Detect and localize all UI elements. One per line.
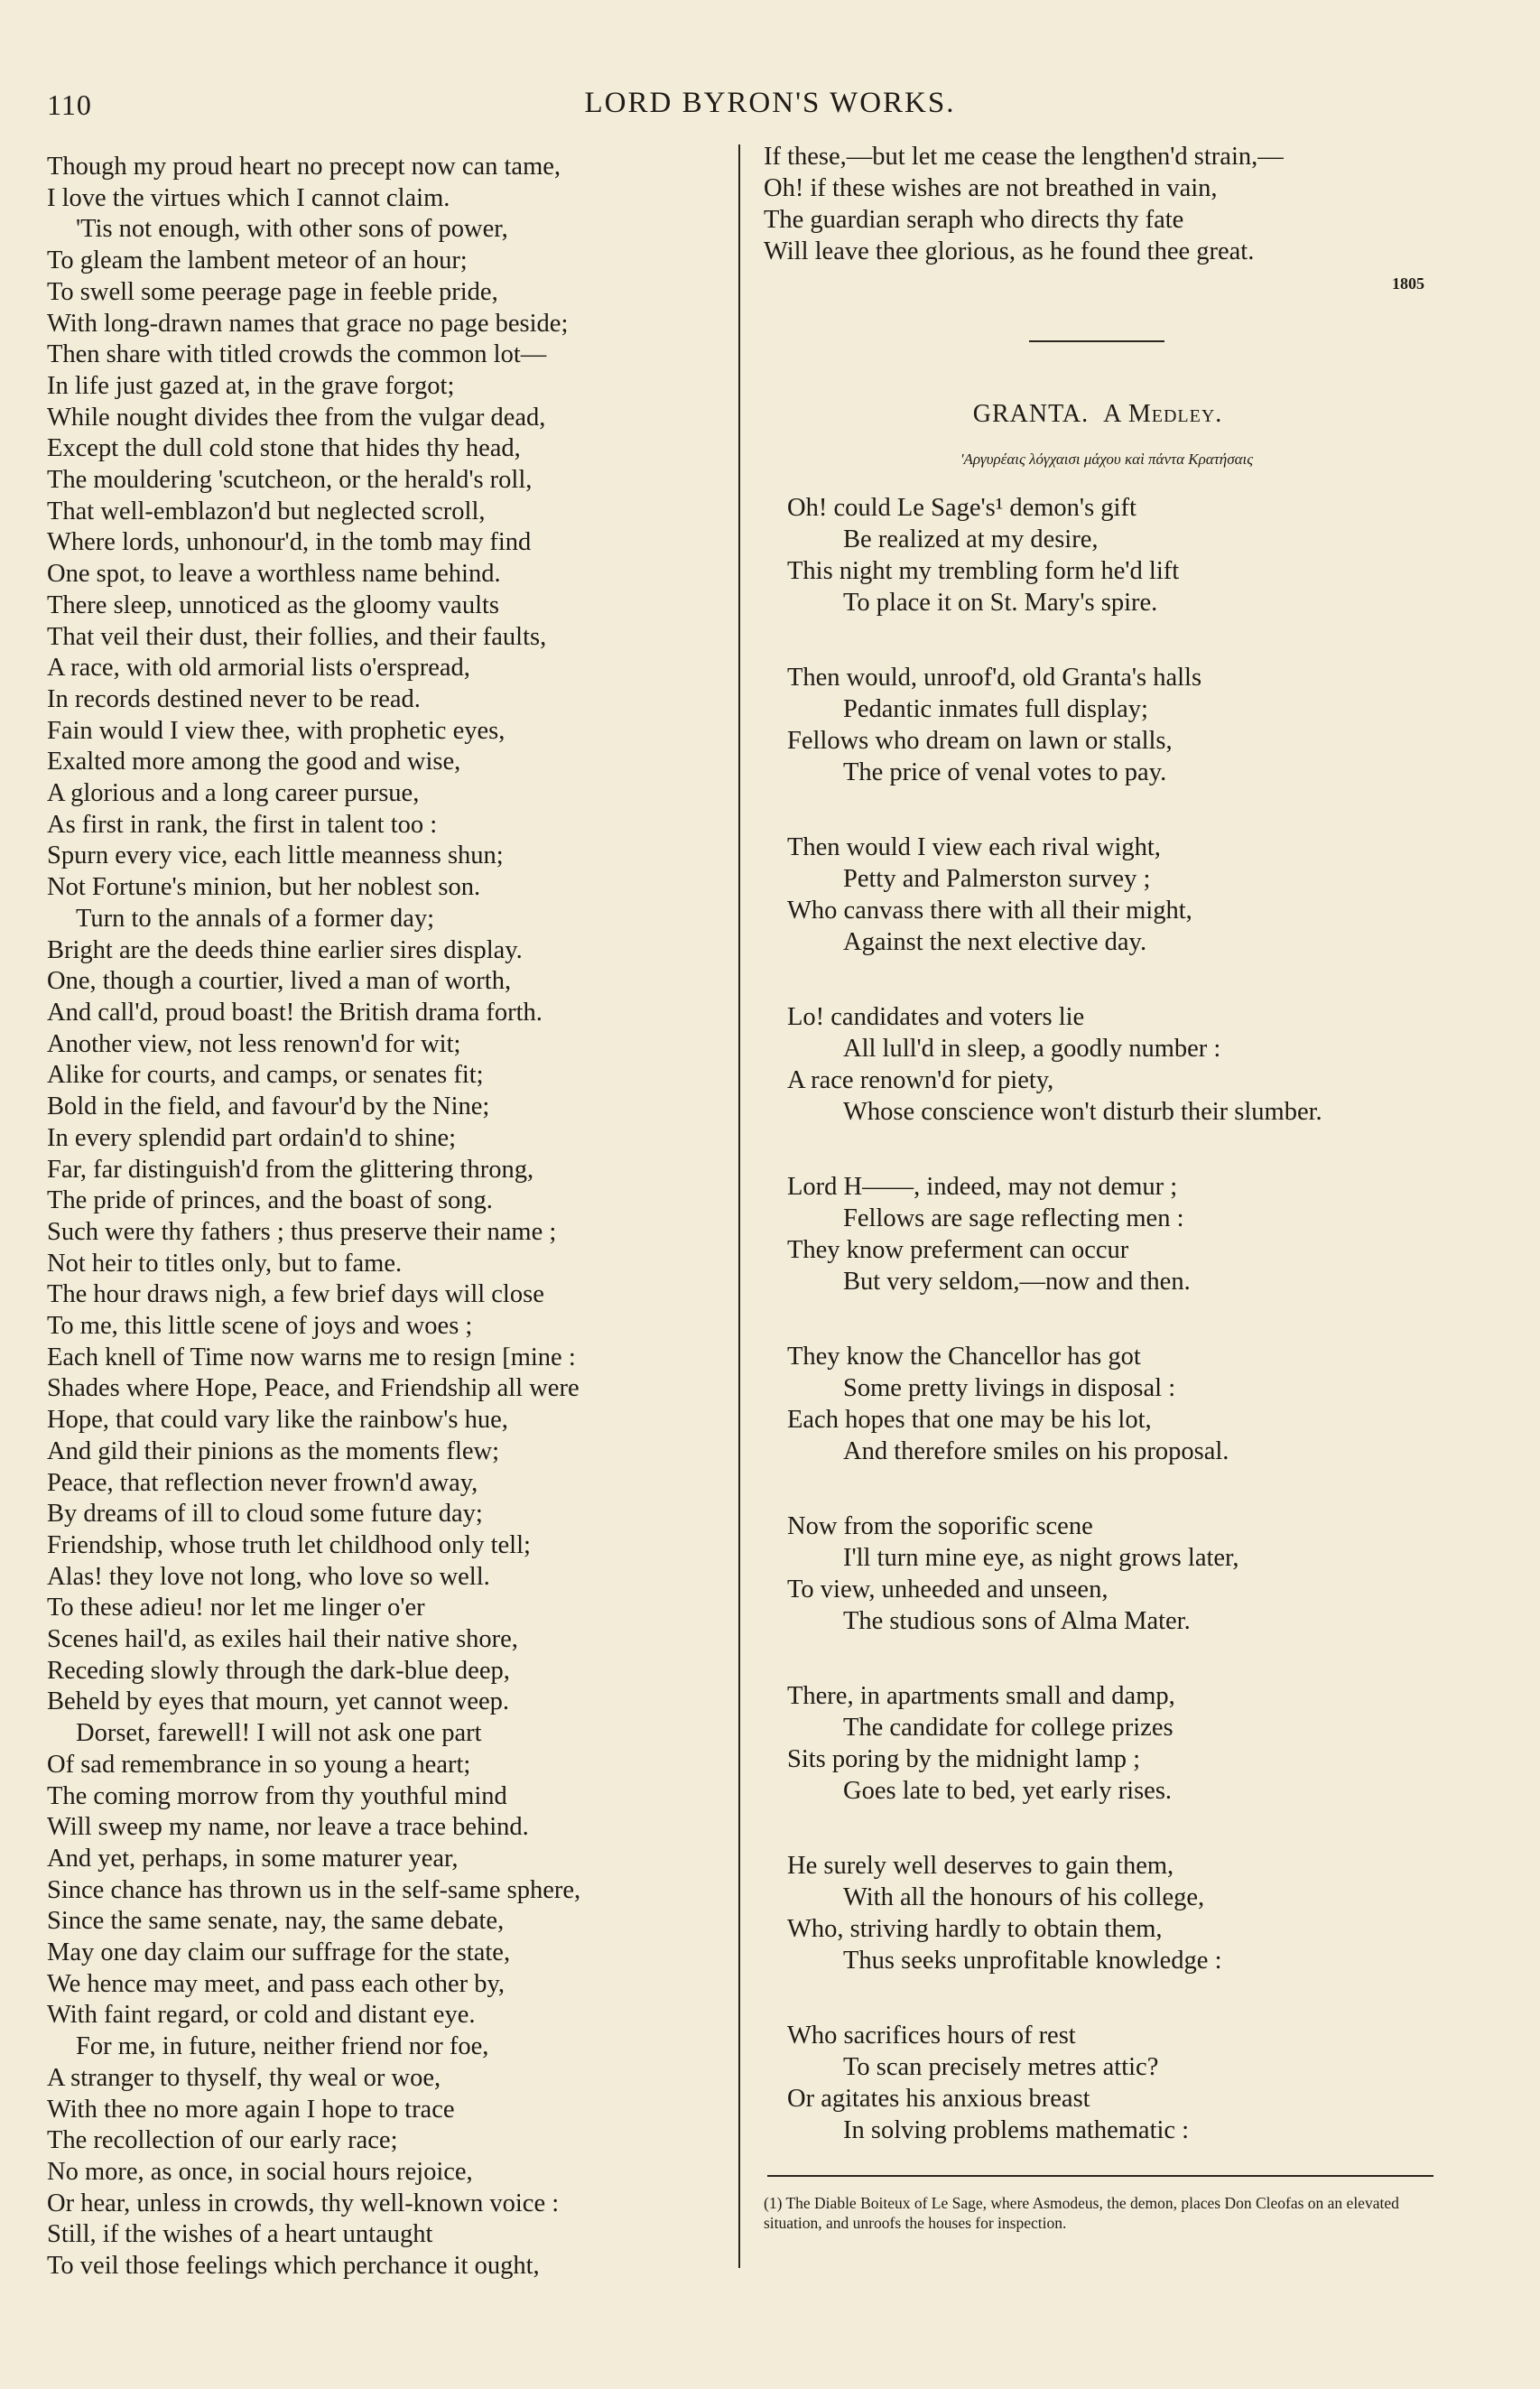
verse-line: One, though a courtier, lived a man of worth, (47, 967, 512, 996)
verse-line: Will sweep my name, nor leave a trace behind. (47, 1813, 529, 1842)
verse-line: Each hopes that one may be his lot, (787, 1406, 1152, 1434)
verse-line: While nought divides thee from the vulgar dead, (47, 403, 546, 432)
verse-line: Some pretty livings in disposal : (843, 1374, 1176, 1402)
verse-line: Against the next elective day. (843, 928, 1147, 956)
verse-line: Who, striving hardly to obtain them, (787, 1915, 1163, 1943)
verse-line: Thus seeks unprofitable knowledge : (843, 1947, 1222, 1975)
previous-poem-ending (764, 141, 1468, 267)
verse-line: Bright are the deeds thine earlier sires display. (47, 935, 523, 964)
running-title: LORD BYRON'S WORKS. (584, 87, 956, 119)
verse-line: Friendship, whose truth let childhood only tell; (47, 1530, 531, 1559)
verse-line: Each knell of Time now warns me to resign [mine : (47, 1343, 576, 1371)
verse-line: To veil those feelings which perchance it ought, (47, 2252, 540, 2281)
verse-line: Then would, unroof'd, old Granta's halls (787, 664, 1202, 692)
verse-line: A race renown'd for piety, (787, 1066, 1054, 1094)
stanza (764, 1511, 1468, 1637)
poem-title (764, 400, 1468, 429)
poem-title-sub: A Medley. (1103, 400, 1223, 428)
verse-line: One spot, to leave a worthless name behind. (47, 560, 501, 589)
verse-line: Except the dull cold stone that hides thy head, (47, 434, 521, 463)
verse-line: We hence may meet, and pass each other by, (47, 1969, 506, 1998)
verse-line: With long-drawn names that grace no page beside; (47, 309, 569, 338)
verse-line: Pedantic inmates full display; (843, 695, 1148, 723)
verse-line: Or agitates his anxious breast (787, 2085, 1090, 2113)
verse-line: Now from the soporific scene (787, 1512, 1093, 1540)
verse-line: Where lords, unhonour'd, in the tomb may find (47, 528, 532, 557)
verse-line: If these,—but let me cease the lengthen'd strain,— (764, 143, 1284, 171)
verse-line: A stranger to thyself, thy weal or woe, (47, 2063, 441, 2092)
verse-line: There sleep, unnoticed as the gloomy vaults (47, 590, 499, 619)
section-rule (1029, 340, 1164, 342)
verse-line: The coming morrow from thy youthful mind (47, 1781, 507, 1810)
verse-line: Fellows who dream on lawn or stalls, (787, 727, 1173, 755)
verse-line: Shades where Hope, Peace, and Friendship all were (47, 1374, 580, 1403)
left-column (47, 152, 742, 2282)
verse-line: To me, this little scene of joys and woes ; (47, 1312, 473, 1341)
verse-line: Petty and Palmerston survey ; (843, 865, 1151, 893)
verse-line: But very seldom,—now and then. (843, 1268, 1191, 1296)
verse-line: In solving problems mathematic : (843, 2116, 1190, 2144)
verse-line: A race, with old armorial lists o'erspread, (47, 654, 470, 683)
verse-line: Be realized at my desire, (843, 525, 1099, 553)
verse-line: Since the same senate, nay, the same debate, (47, 1907, 505, 1936)
stanza (764, 832, 1468, 958)
verse-line: Such were thy fathers ; thus preserve their name ; (47, 1217, 557, 1246)
verse-line: In every splendid part ordain'd to shine; (47, 1123, 457, 1152)
verse-line: And yet, perhaps, in some maturer year, (47, 1844, 459, 1873)
stanza (764, 492, 1468, 618)
page-number: 110 (47, 88, 92, 121)
verse-line: Exalted more among the good and wise, (47, 748, 461, 776)
verse-line: To view, unheeded and unseen, (787, 1576, 1109, 1604)
verse-line: Alas! they love not long, who love so well. (47, 1562, 490, 1591)
verse-line: 'Tis not enough, with other sons of power, (76, 215, 508, 244)
verse-line: And call'd, proud boast! the British drama forth. (47, 998, 543, 1027)
stanza (764, 2020, 1468, 2146)
verse-line: Beheld by eyes that mourn, yet cannot weep. (47, 1687, 510, 1716)
verse-line: That veil their dust, their follies, and their faults, (47, 622, 547, 651)
verse-line: By dreams of ill to cloud some future day; (47, 1500, 483, 1529)
verse-line: They know the Chancellor has got (787, 1343, 1141, 1371)
verse-line: No more, as once, in social hours rejoice, (47, 2158, 473, 2186)
verse-line: Who canvass there with all their might, (787, 897, 1192, 925)
verse-line: Spurn every vice, each little meanness shun; (47, 841, 504, 870)
verse-line: The mouldering 'scutcheon, or the herald's roll, (47, 466, 533, 495)
verse-line: Not Fortune's minion, but her noblest son. (47, 873, 481, 902)
verse-line: Sits poring by the midnight lamp ; (787, 1745, 1141, 1773)
verse-line: Though my proud heart no precept now can tame, (47, 153, 561, 181)
stanza (764, 1680, 1468, 1807)
verse-line: There, in apartments small and damp, (787, 1682, 1175, 1710)
verse-line: Still, if the wishes of a heart untaught (47, 2220, 433, 2249)
stanza (764, 1001, 1468, 1128)
verse-line: A glorious and a long career pursue, (47, 779, 420, 808)
stanza (764, 1341, 1468, 1467)
verse-line: And therefore smiles on his proposal. (843, 1437, 1229, 1465)
verse-line: Lo! candidates and voters lie (787, 1003, 1085, 1031)
verse-line: Since chance has thrown us in the self-same sphere, (47, 1875, 581, 1904)
verse-line: The candidate for college prizes (843, 1714, 1174, 1742)
verse-line: The price of venal votes to pay. (843, 758, 1167, 786)
stanza (764, 1850, 1468, 1976)
stanza (764, 1171, 1468, 1297)
verse-line: Who sacrifices hours of rest (787, 2022, 1076, 2050)
verse-line: Not heir to titles only, but to fame. (47, 1249, 403, 1278)
poem-title-main: GRANTA. (972, 400, 1090, 428)
verse-line: To these adieu! nor let me linger o'er (47, 1594, 425, 1622)
verse-line: Fain would I view thee, with prophetic eyes, (47, 716, 506, 745)
verse-line: Then would I view each rival wight, (787, 833, 1161, 861)
previous-poem-date: 1805 (1392, 274, 1424, 293)
footnote-rule (767, 2175, 1433, 2177)
verse-line: As first in rank, the first in talent too : (47, 810, 438, 839)
epigraph: 'Αργυρέαις λόγχαισι μάχου καὶ πάντα Κρατήσαις (960, 451, 1254, 468)
verse-line: And gild their pinions as the moments flew; (47, 1436, 500, 1465)
column-divider (738, 144, 740, 2268)
verse-line: Goes late to bed, yet early rises. (843, 1777, 1173, 1805)
verse-line: Fellows are sage reflecting men : (843, 1204, 1184, 1232)
verse-line: To swell some peerage page in feeble pride, (47, 277, 498, 306)
footnote: (1) The Diable Boiteux of Le Sage, where Asmodeus, the demon, places Don Cleofas on an elevated situation, and unroofs the houses for inspection. (764, 2193, 1399, 2232)
poem-stanzas (764, 492, 1468, 2146)
verse-line: Receding slowly through the dark-blue deep, (47, 1656, 510, 1685)
verse-line: Whose conscience won't disturb their slumber. (843, 1098, 1322, 1126)
verse-line: The pride of princes, and the boast of song. (47, 1186, 493, 1215)
verse-line: The hour draws nigh, a few brief days will close (47, 1280, 544, 1309)
verse-line: The guardian seraph who directs thy fate (764, 206, 1184, 234)
verse-line: In records destined never to be read. (47, 684, 421, 713)
verse-line: To scan precisely metres attic? (843, 2053, 1159, 2081)
verse-line: With all the honours of his college, (843, 1883, 1205, 1911)
verse-line: Oh! if these wishes are not breathed in vain, (764, 174, 1218, 202)
verse-line: Alike for courts, and camps, or senates fit; (47, 1061, 484, 1090)
verse-line: Oh! could Le Sage's¹ demon's gift (787, 494, 1136, 522)
verse-line: I love the virtues which I cannot claim. (47, 183, 450, 212)
verse-line: To place it on St. Mary's spire. (843, 589, 1158, 617)
verse-line: Peace, that reflection never frown'd away, (47, 1468, 478, 1497)
verse-line: He surely well deserves to gain them, (787, 1852, 1174, 1880)
verse-line: Hope, that could vary like the rainbow's hue, (47, 1406, 508, 1435)
verse-line: May one day claim our suffrage for the state, (47, 1938, 511, 1967)
verse-line: In life just gazed at, in the grave forgot; (47, 371, 455, 400)
verse-line: To gleam the lambent meteor of an hour; (47, 246, 468, 275)
verse-line: The recollection of our early race; (47, 2126, 398, 2155)
verse-line: Then share with titled crowds the common lot— (47, 340, 547, 369)
verse-line: Far, far distinguish'd from the glittering throng, (47, 1155, 534, 1184)
verse-line: Turn to the annals of a former day; (76, 904, 435, 933)
verse-line: Dorset, farewell! I will not ask one part (76, 1719, 482, 1748)
verse-line: The studious sons of Alma Mater. (843, 1607, 1191, 1635)
verse-line: Another view, not less renown'd for wit; (47, 1029, 461, 1058)
verse-line: I'll turn mine eye, as night grows later, (843, 1544, 1239, 1572)
verse-line: All lull'd in sleep, a goodly number : (843, 1035, 1221, 1063)
verse-line: Lord H——, indeed, may not demur ; (787, 1173, 1178, 1201)
verse-line: Or hear, unless in crowds, thy well-known voice : (47, 2189, 560, 2217)
verse-line: With thee no more again I hope to trace (47, 2095, 455, 2124)
verse-line: With faint regard, or cold and distant eye. (47, 2001, 476, 2030)
right-column (764, 141, 1468, 2233)
verse-line: That well-emblazon'd but neglected scroll, (47, 497, 486, 525)
verse-line: Of sad remembrance in so young a heart; (47, 1750, 471, 1779)
verse-line: Will leave thee glorious, as he found thee great. (764, 237, 1255, 265)
verse-line: This night my trembling form he'd lift (787, 557, 1180, 585)
verse-line: For me, in future, neither friend nor foe, (76, 2032, 489, 2061)
verse-line: They know preferment can occur (787, 1236, 1129, 1264)
verse-line: Scenes hail'd, as exiles hail their native shore, (47, 1625, 518, 1654)
verse-line: Bold in the field, and favour'd by the Nine; (47, 1092, 490, 1121)
stanza (764, 662, 1468, 788)
